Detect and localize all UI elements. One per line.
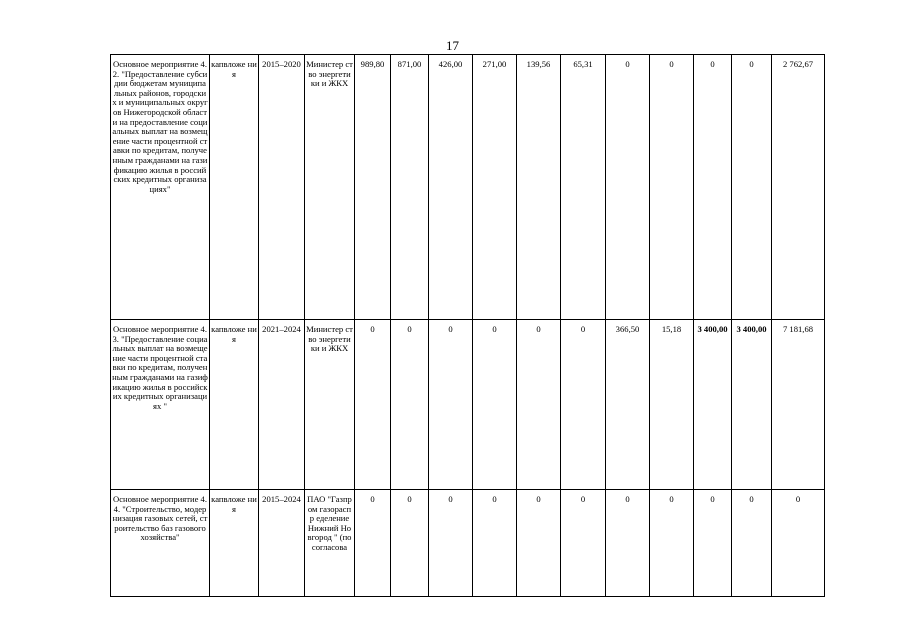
table-row xyxy=(111,320,825,490)
value-cell xyxy=(650,320,694,490)
value: 0 xyxy=(710,494,715,504)
value: 0 xyxy=(669,59,674,69)
value: 65,31 xyxy=(573,59,593,69)
total-cell xyxy=(772,55,825,320)
measure-name-cell xyxy=(111,55,210,320)
value-cell xyxy=(561,55,606,320)
period-cell xyxy=(259,320,305,490)
total-value: 2 762,67 xyxy=(782,59,814,69)
value-cell xyxy=(650,490,694,597)
funding-source: капвложе ния xyxy=(211,324,257,344)
period-cell xyxy=(259,55,305,320)
funding-source: капвложе ния xyxy=(211,59,257,79)
value-cell xyxy=(732,320,772,490)
value: 0 xyxy=(536,494,541,504)
value: 366,50 xyxy=(615,324,640,334)
value: 0 xyxy=(492,494,497,504)
value-cell xyxy=(355,320,391,490)
table-row xyxy=(111,490,825,597)
value: 0 xyxy=(448,324,453,334)
value: 139,56 xyxy=(526,59,551,69)
value-cell xyxy=(694,320,732,490)
page-number: 17 xyxy=(446,38,459,53)
executor: Министер ство энергети ки и ЖКХ xyxy=(306,59,353,89)
value-cell xyxy=(391,490,429,597)
period: 2015–2024 xyxy=(262,494,301,504)
value: 271,00 xyxy=(482,59,507,69)
value: 0 xyxy=(492,324,497,334)
value-cell xyxy=(355,55,391,320)
funding-source-cell xyxy=(210,320,259,490)
value: 426,00 xyxy=(438,59,463,69)
value: 0 xyxy=(749,59,754,69)
period: 2021–2024 xyxy=(262,324,301,334)
period-cell xyxy=(259,490,305,597)
executor: ПАО "Газпром газораспр еделение Нижний Новгород " (по согласова xyxy=(307,494,352,552)
value: 15,18 xyxy=(661,324,682,334)
value-cell xyxy=(429,55,473,320)
value-cell xyxy=(473,320,517,490)
measure-name: Основное мероприятие 4.2. "Предоставление субсидии бюджетам муниципальных районов, городских и муниципальных округов Нижегородской области на предоставление социальных выплат на возмещение части процентной ставки по кредитам, полученным гражданами на газификацию жилья в российских кредитных организациях" xyxy=(112,59,208,194)
value: 989,80 xyxy=(360,59,385,69)
value: 3 400,00 xyxy=(697,324,728,334)
value: 0 xyxy=(580,494,586,504)
table-row xyxy=(111,55,825,320)
period: 2015–2020 xyxy=(262,59,301,69)
funding-source-cell xyxy=(210,55,259,320)
total-value: 0 xyxy=(795,494,801,504)
measure-name-cell xyxy=(111,490,210,597)
value: 0 xyxy=(407,494,412,504)
value-cell xyxy=(391,55,429,320)
value-cell xyxy=(473,490,517,597)
value-cell xyxy=(650,55,694,320)
value-cell xyxy=(606,490,650,597)
value-cell xyxy=(561,490,606,597)
value: 0 xyxy=(749,494,754,504)
total-value: 7 181,68 xyxy=(782,324,814,334)
executor-cell xyxy=(305,320,355,490)
value-cell xyxy=(732,55,772,320)
value-cell xyxy=(355,490,391,597)
value-cell xyxy=(561,320,606,490)
value: 871,00 xyxy=(397,59,422,69)
measure-name: Основное мероприятие 4.3. "Предоставление социальных выплат на возмещение части процентной ставки по кредитам, полученным гражданами на газификацию жилья в российских кредитных организациях " xyxy=(112,324,208,411)
value: 3 400,00 xyxy=(736,324,767,334)
funding-source: капвложе ния xyxy=(211,494,257,514)
executor-cell xyxy=(305,55,355,320)
value-cell xyxy=(517,320,561,490)
value-cell xyxy=(606,320,650,490)
value-cell xyxy=(606,55,650,320)
value: 0 xyxy=(625,494,630,504)
total-cell xyxy=(772,490,825,597)
funding-source-cell xyxy=(210,490,259,597)
value: 0 xyxy=(370,494,375,504)
value-cell xyxy=(429,490,473,597)
value-cell xyxy=(473,55,517,320)
value: 0 xyxy=(710,59,715,69)
value: 0 xyxy=(448,494,453,504)
value: 0 xyxy=(407,324,412,334)
program-table xyxy=(110,54,825,597)
value-cell xyxy=(517,490,561,597)
measure-name: Основное мероприятие 4.4. "Строительство, модернизация газовых сетей, строительство баз газового хозяйства" xyxy=(112,494,208,543)
value-cell xyxy=(694,490,732,597)
executor: Министер ство энергети ки и ЖКХ xyxy=(306,324,353,354)
value-cell xyxy=(517,55,561,320)
value: 0 xyxy=(370,324,375,334)
value-cell xyxy=(391,320,429,490)
value-cell xyxy=(732,490,772,597)
executor-cell xyxy=(305,490,355,597)
measure-name-cell xyxy=(111,320,210,490)
value-cell xyxy=(429,320,473,490)
value-cell xyxy=(694,55,732,320)
value: 0 xyxy=(580,324,586,334)
total-cell xyxy=(772,320,825,490)
value: 0 xyxy=(625,59,630,69)
value: 0 xyxy=(536,324,541,334)
value: 0 xyxy=(669,494,674,504)
